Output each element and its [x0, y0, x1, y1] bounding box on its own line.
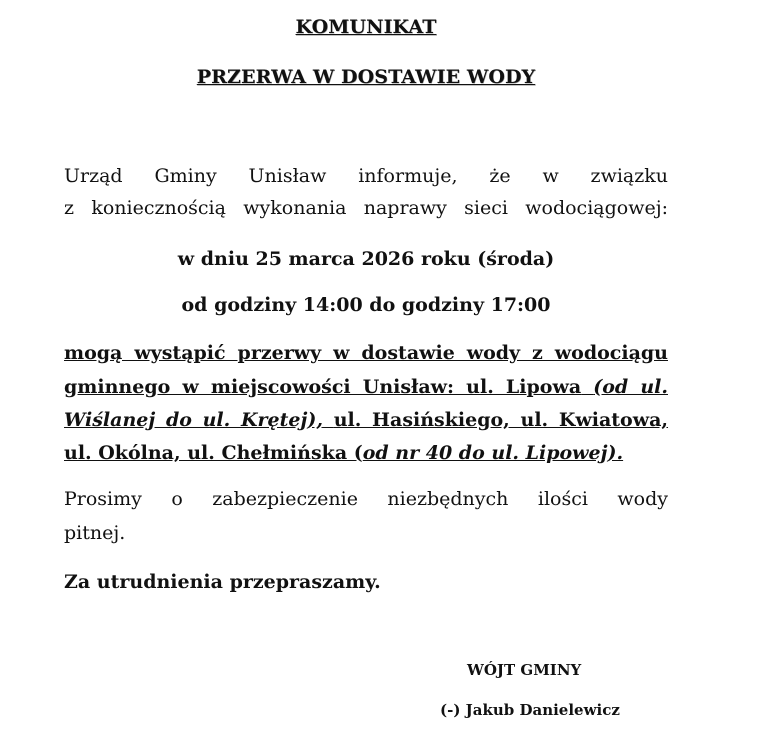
document-subtitle: PRZERWA W DOSTAWIE WODY	[196, 66, 536, 88]
notice-text: mogą wystąpić przerwy w dostawie wody z wodociągu	[64, 342, 668, 364]
notice-line-4	[64, 437, 668, 469]
notice-italic-text: Wiślanej do ul. Krętej),	[64, 409, 323, 431]
notice-text: ul. Okólna, ul. Chełmińska (	[64, 442, 363, 464]
notice-line-3	[64, 404, 668, 436]
outage-date: w dniu 25 marca 2026 roku (środa)	[177, 248, 555, 270]
signature-name: (-) Jakub Danielewicz	[440, 701, 620, 719]
notice-text: gminnego w miejscowości Unisław: ul. Lipowa	[64, 376, 582, 398]
notice-text: ul. Hasińskiego, ul. Kwiatowa,	[333, 409, 669, 431]
request-line-2: pitnej.	[64, 522, 126, 544]
notice-italic-text: (od ul.	[593, 376, 668, 398]
request-line-1: Prosimy o zabezpieczenie niezbędnych ilości wody	[64, 488, 668, 510]
apology-text: Za utrudnienia przepraszamy.	[64, 571, 381, 593]
signature-title: WÓJT GMINY	[467, 661, 582, 679]
document-title: KOMUNIKAT	[295, 16, 437, 38]
intro-line-1: Urząd Gminy Unisław informuje, że w związku	[64, 165, 668, 187]
notice-line-2	[64, 371, 668, 403]
notice-line-1	[64, 337, 668, 369]
notice-italic-text: od nr 40 do ul. Lipowej).	[362, 442, 624, 464]
intro-line-2: z koniecznością wykonania naprawy sieci wodociągowej:	[64, 197, 668, 219]
outage-time: od godziny 14:00 do godziny 17:00	[181, 294, 551, 316]
